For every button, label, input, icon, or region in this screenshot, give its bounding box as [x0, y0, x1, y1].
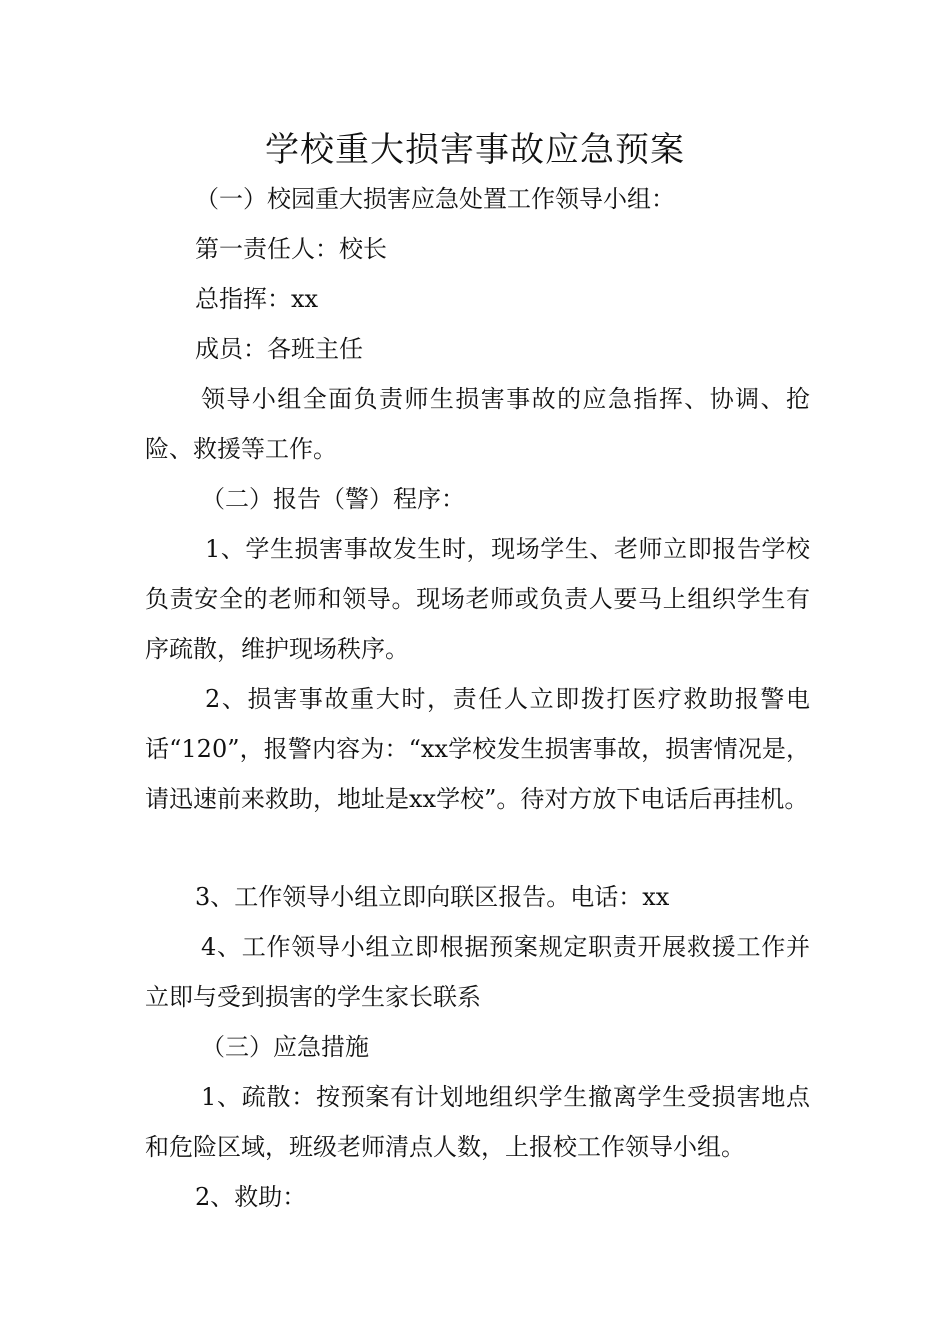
paragraph-measure-rescue: 2、救助：: [195, 1183, 307, 1211]
paragraph-report-step-3: 3、工作领导小组立即向联区报告。电话：xx: [195, 883, 670, 911]
paragraph-report-step-2: 2、损害事故重大时，责任人立即拨打医疗救助报警电话“120”，报警内容为：“xx学校发生损害事故，损害情况是，请迅速前来救助，地址是xx学校”。待对方放下电话后再挂机。: [145, 685, 810, 813]
paragraph-first-responsible-person: 第一责任人：校长: [195, 235, 387, 263]
section-heading-reporting-procedure: （二）报告（警）程序：: [201, 485, 465, 513]
paragraph-report-step-4: 4、工作领导小组立即根据预案规定职责开展救援工作并立即与受到损害的学生家长联系: [145, 933, 810, 1011]
section-heading-emergency-measures: （三）应急措施: [201, 1033, 369, 1061]
paragraph-group-responsibility: 领导小组全面负责师生损害事故的应急指挥、协调、抢险、救援等工作。: [145, 385, 810, 463]
paragraph-commander: 总指挥：xx: [195, 285, 319, 313]
section-heading-leadership-group: （一）校园重大损害应急处置工作领导小组：: [195, 185, 675, 213]
paragraph-report-step-1: 1、学生损害事故发生时，现场学生、老师立即报告学校负责安全的老师和领导。现场老师或负责人要马上组织学生有序疏散，维护现场秩序。: [145, 535, 810, 663]
paragraph-measure-evacuation: 1、疏散：按预案有计划地组织学生撤离学生受损害地点和危险区域，班级老师清点人数，上报校工作领导小组。: [145, 1083, 810, 1161]
paragraph-members: 成员：各班主任: [195, 335, 363, 363]
document-title: 学校重大损害事故应急预案: [265, 130, 685, 170]
